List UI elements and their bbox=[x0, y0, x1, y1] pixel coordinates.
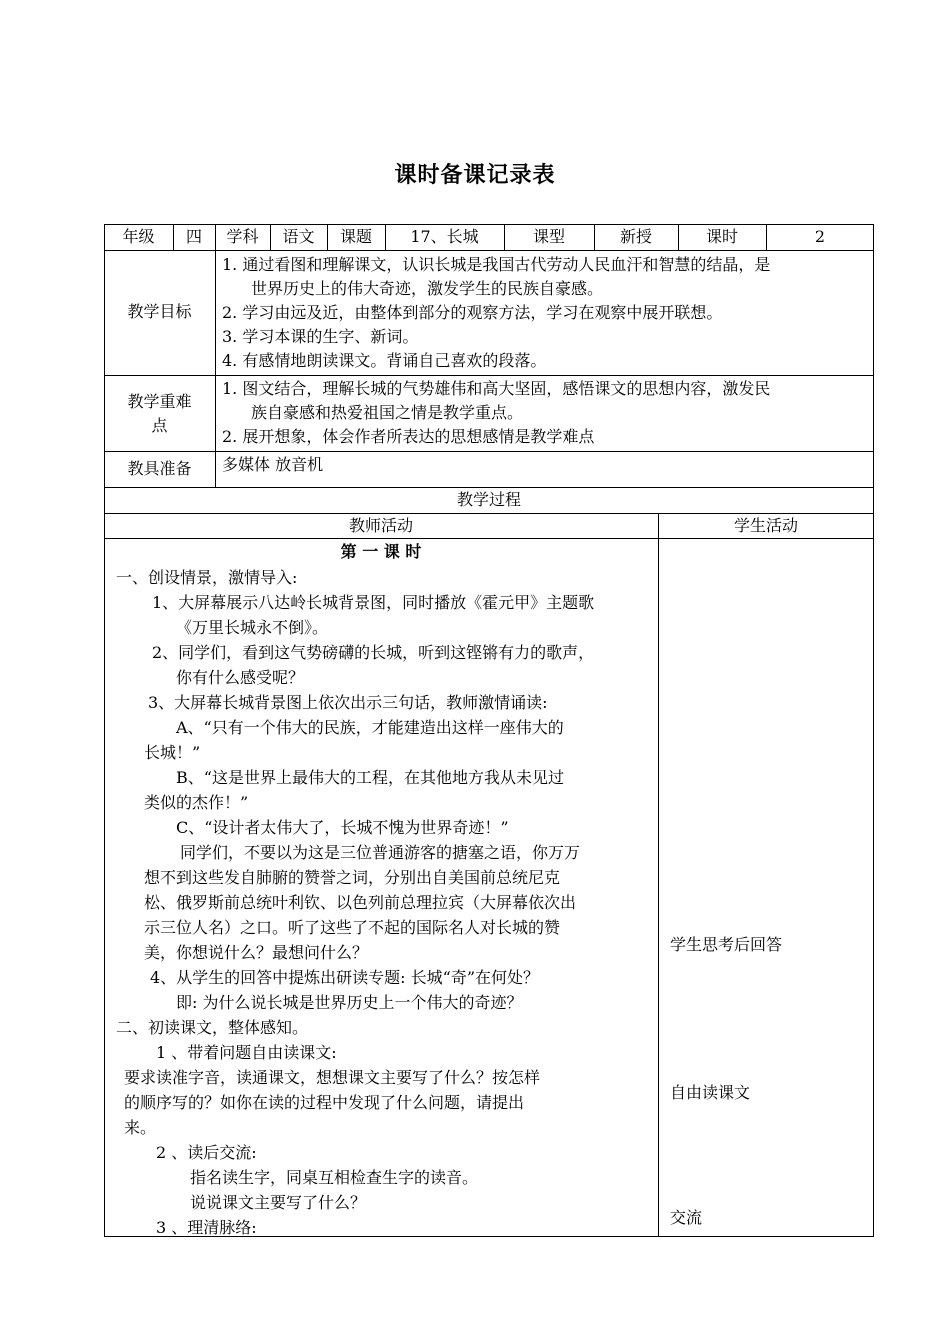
page-title: 课时备课记录表 bbox=[394, 162, 556, 188]
teacher-line: 想不到这些发自肺腑的赞誉之词，分别出自美国前总统尼克 bbox=[144, 868, 561, 887]
process-heading: 教学过程 bbox=[456, 490, 521, 509]
row-divider bbox=[104, 538, 874, 539]
teacher-line: 的顺序写的？如你在读的过程中发现了什么问题，请提出 bbox=[124, 1093, 525, 1112]
goal-line: 2. 学习由远及近，由整体到部分的观察方法，学习在观察中展开联想。 bbox=[222, 303, 723, 322]
teacher-line: 你有什么感受呢？ bbox=[176, 668, 305, 687]
goal-line: 1. 通过看图和理解课文，认识长城是我国古代劳动人民血汗和智慧的结晶，是 bbox=[222, 255, 771, 274]
teacher-line: B、“这是世界上最伟大的工程，在其他地方我从未见过 bbox=[176, 768, 564, 787]
period-label: 课时 bbox=[705, 227, 738, 246]
student-activity-heading: 学生活动 bbox=[733, 516, 798, 535]
type-value: 新授 bbox=[619, 227, 652, 246]
goal-line: 4. 有感情地朗读课文。背诵自己喜欢的段落。 bbox=[222, 351, 547, 370]
teacher-line: 1 、带着问题自由读课文: bbox=[156, 1043, 337, 1062]
period-value: 2 bbox=[814, 227, 826, 246]
type-label: 课型 bbox=[532, 227, 565, 246]
teacher-activity-heading: 教师活动 bbox=[348, 516, 413, 535]
teacher-line: 3 、理清脉络: bbox=[156, 1218, 257, 1237]
student-note: 学生思考后回答 bbox=[670, 935, 783, 954]
topic-value: 17、长城 bbox=[410, 227, 479, 246]
tools-label: 教具准备 bbox=[127, 459, 192, 478]
teacher-line: 指名读生字，同桌互相检查生字的读音。 bbox=[190, 1168, 479, 1187]
row-divider bbox=[104, 375, 874, 376]
teacher-line: 3、大屏幕长城背景图上依次出示三句话，教师激情诵读: bbox=[148, 693, 548, 712]
row-divider bbox=[104, 451, 874, 452]
teacher-line: 《万里长城永不倒》。 bbox=[176, 618, 329, 637]
grade-value: 四 bbox=[185, 227, 202, 246]
teacher-line: A、“只有一个伟大的民族，才能建造出这样一座伟大的 bbox=[176, 718, 564, 737]
student-note: 自由读课文 bbox=[670, 1083, 751, 1102]
key-point-line: 2. 展开想象，体会作者所表达的思想感情是教学难点 bbox=[222, 427, 595, 446]
teacher-line: 来。 bbox=[124, 1118, 157, 1137]
key-point-line: 1. 图文结合，理解长城的气势雄伟和高大坚固，感悟课文的思想内容，激发民 bbox=[222, 379, 771, 398]
teacher-line: 2 、读后交流: bbox=[156, 1143, 257, 1162]
goal-line: 世界历史上的伟大奇迹，激发学生的民族自豪感。 bbox=[251, 279, 604, 298]
teacher-line: C、“设计者太伟大了，长城不愧为世界奇迹！” bbox=[176, 818, 509, 837]
row-divider bbox=[104, 250, 874, 251]
col-divider bbox=[658, 513, 659, 1237]
teacher-line: 美，你想说什么？最想问什么？ bbox=[144, 943, 369, 962]
teacher-line: 即: 为什么说长城是世界历史上一个伟大的奇迹？ bbox=[176, 993, 523, 1012]
teacher-line: 说说课文主要写了什么？ bbox=[190, 1193, 367, 1212]
grade-label: 年级 bbox=[122, 227, 155, 246]
teacher-line: 长城！” bbox=[144, 743, 201, 762]
teacher-line: 二、初读课文，整体感知。 bbox=[116, 1018, 309, 1037]
teacher-line: 1、大屏幕展示八达岭长城背景图，同时播放《霍元甲》主题歌 bbox=[152, 593, 595, 612]
teacher-line: 示三位人名）之口。听了这些了不起的国际名人对长城的赞 bbox=[144, 918, 561, 937]
key-points-label: 教学重难 bbox=[127, 392, 192, 411]
col-divider bbox=[215, 250, 216, 487]
key-points-label: 点 bbox=[151, 416, 168, 435]
teacher-line: 4、从学生的回答中提炼出研读专题: 长城“奇”在何处？ bbox=[150, 968, 540, 987]
session-title: 第 一 课 时 bbox=[340, 542, 422, 561]
topic-label: 课题 bbox=[339, 227, 372, 246]
teacher-line: 要求读准字音，读通课文，想想课文主要写了什么？按怎样 bbox=[124, 1068, 541, 1087]
tools-value: 多媒体 放音机 bbox=[222, 455, 324, 474]
key-point-line: 族自豪感和热爱祖国之情是教学重点。 bbox=[251, 403, 524, 422]
teacher-line: 类似的杰作！” bbox=[144, 793, 249, 812]
teacher-line: 松、俄罗斯前总统叶利钦、以色列前总理拉宾（大屏幕依次出 bbox=[144, 893, 577, 912]
goal-line: 3. 学习本课的生字、新词。 bbox=[222, 327, 419, 346]
teacher-line: 2、同学们，看到这气势磅礴的长城，听到这铿锵有力的歌声， bbox=[152, 643, 595, 662]
goals-label: 教学目标 bbox=[127, 302, 192, 321]
subject-value: 语文 bbox=[282, 227, 315, 246]
student-note: 交流 bbox=[670, 1208, 703, 1227]
teacher-line: 一、创设情景，激情导入: bbox=[116, 568, 298, 587]
teacher-line: 同学们，不要以为这是三位普通游客的搪塞之语，你万万 bbox=[180, 843, 581, 862]
subject-label: 学科 bbox=[226, 227, 259, 246]
